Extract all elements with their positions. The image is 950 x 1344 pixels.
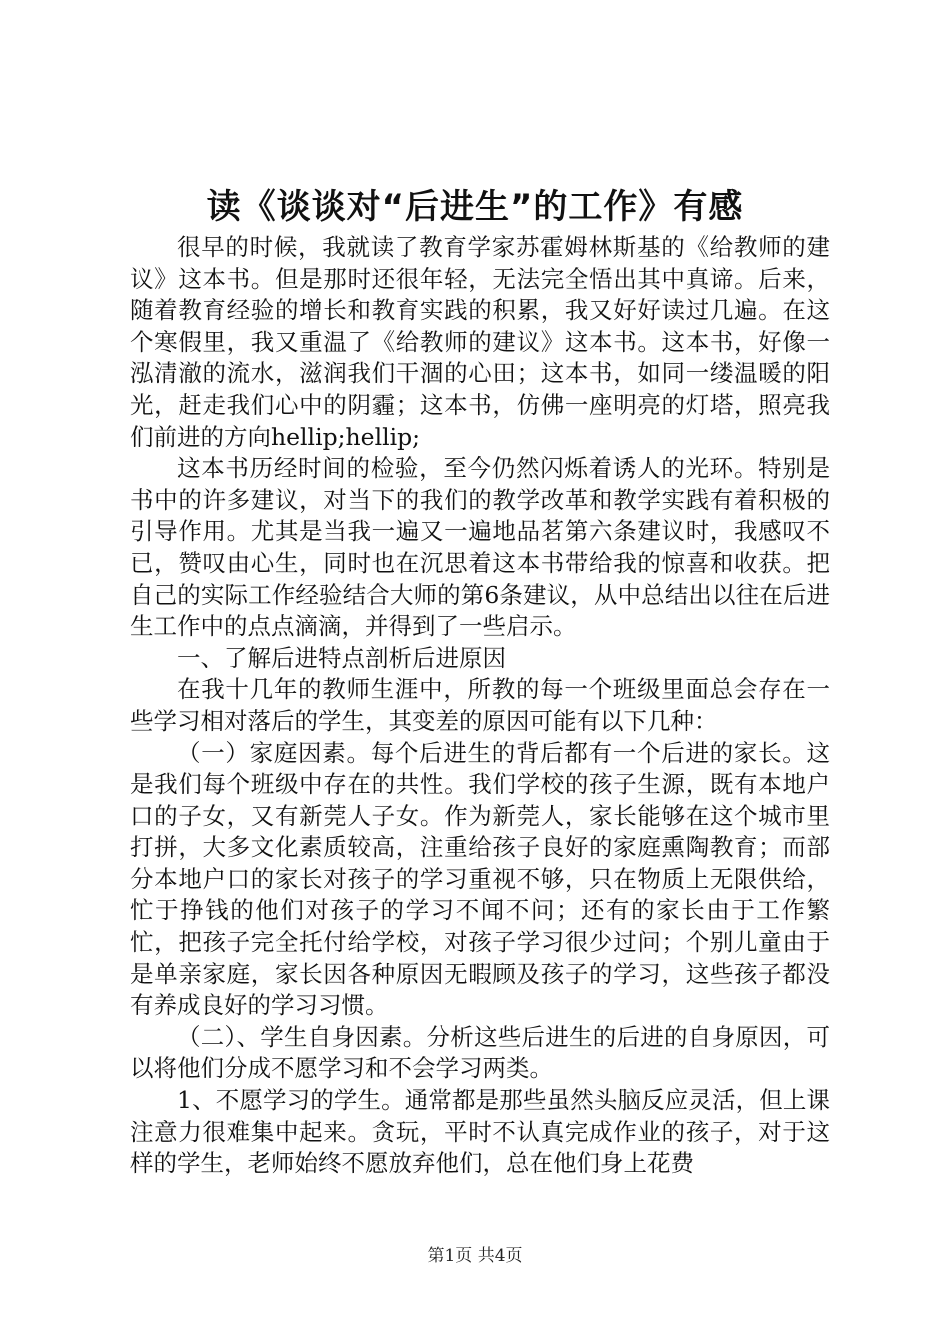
section-heading-1: 一、了解后进特点剖析后进原因	[177, 643, 506, 672]
paragraph-unwilling-students: 1、不愿学习的学生。通常都是那些虽然头脑反应灵活，但上课注意力很难集中起来。贪玩，平时不认真完成作业的孩子，对于这样的学生，老师始终不愿放弃他们，总在他们身上花费	[130, 1086, 830, 1178]
page-footer: 第1页 共4页	[427, 1246, 523, 1266]
paragraph-book-value: 这本书历经时间的检验，至今仍然闪烁着诱人的光环。特别是书中的许多建议，对当下的我们的教学改革和教学实践有着积极的引导作用。尤其是当我一遍又一遍地品茗第六条建议时，我感叹不已，赞叹由心生，同时也在沉思着这本书带给我的惊喜和收获。把自己的实际工作经验结合大师的第6条建议，从中总结出以往在后进生工作中的点点滴滴，并得到了一些启示。	[130, 454, 830, 641]
paragraph-causes-intro: 在我十几年的教师生涯中，所教的每一个班级里面总会存在一些学习相对落后的学生，其变差的原因可能有以下几种：	[130, 675, 830, 735]
document-body	[130, 232, 830, 1180]
paragraph-family-factor: （一）家庭因素。每个后进生的背后都有一个后进的家长。这是我们每个班级中存在的共性。我们学校的孩子生源，既有本地户口的子女，又有新莞人子女。作为新莞人，家长能够在这个城市里打拼，大多文化素质较高，注重给孩子良好的家庭熏陶教育；而部分本地户口的家长对孩子的学习重视不够，只在物质上无限供给，忙于挣钱的他们对孩子的学习不闻不问；还有的家长由于工作繁忙，把孩子完全托付给学校，对孩子学习很少过问；个别儿童由于是单亲家庭，家长因各种原因无暇顾及孩子的学习，这些孩子都没有养成良好的学习习惯。	[130, 738, 830, 1020]
paragraph-student-factor: （二）、学生自身因素。分析这些后进生的后进的自身原因，可以将他们分成不愿学习和不会学习两类。	[130, 1022, 830, 1083]
document-title: 读《谈谈对“后进生”的工作》有感	[206, 187, 744, 227]
paragraph-intro: 很早的时候，我就读了教育学家苏霍姆林斯基的《给教师的建议》这本书。但是那时还很年轻，无法完全悟出其中真谛。后来，随着教育经验的增长和教育实践的积累，我又好好读过几遍。在这个寒假里，我又重温了《给教师的建议》这本书。这本书，好像一泓清澈的流水，滋润我们干涸的心田；这本书，如同一缕温暖的阳光，赶走我们心中的阴霾；这本书，仿佛一座明亮的灯塔，照亮我们前进的方向hellip;hellip;	[130, 233, 830, 451]
